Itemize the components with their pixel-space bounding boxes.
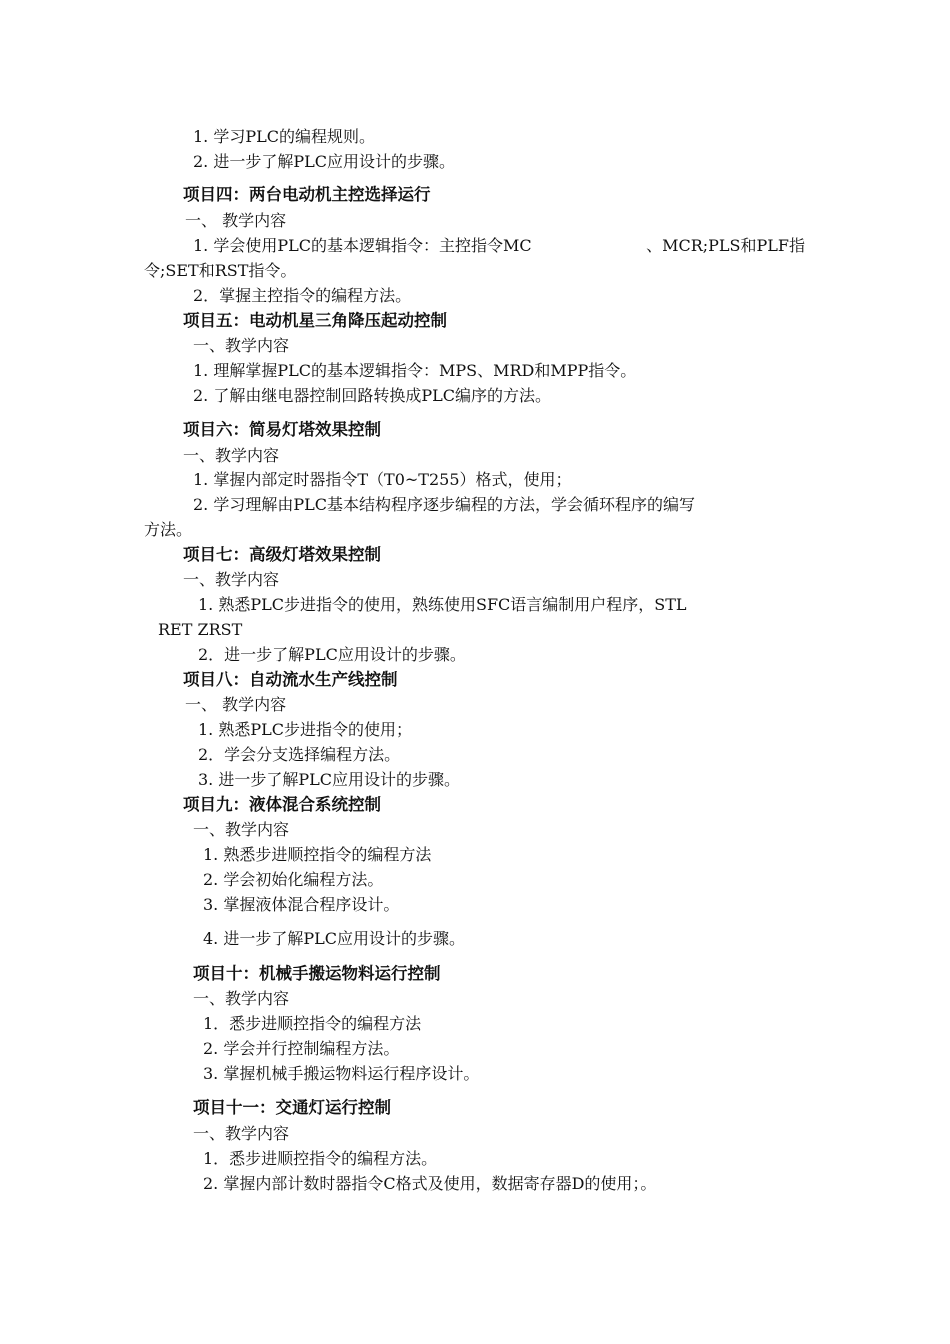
- section-heading-project-8: 项目八：自动流水生产线控制: [183, 670, 398, 689]
- list-item: 1. 熟悉步进顺控指令的编程方法: [203, 845, 432, 864]
- section-heading-project-4: 项目四：两台电动机主控选择运行: [183, 185, 431, 204]
- list-item: [193, 236, 805, 256]
- list-item: 1．悉步进顺控指令的编程方法: [203, 1014, 422, 1033]
- list-item: 2. 了解由继电器控制回路转换成PLC编序的方法。: [193, 386, 551, 405]
- list-item: 2．掌握主控指令的编程方法。: [193, 286, 412, 305]
- list-item: 2. 学会初始化编程方法。: [203, 870, 384, 889]
- list-item: 1．悉步进顺控指令的编程方法。: [203, 1149, 438, 1168]
- subsection-heading: 一、 教学内容: [185, 211, 287, 230]
- subsection-heading: 一、教学内容: [193, 336, 290, 355]
- list-item: 2．学会分支选择编程方法。: [198, 745, 401, 764]
- list-item: 2. 进一步了解PLC应用设计的步骤。: [193, 152, 455, 171]
- list-item: 2. 掌握内部计数时器指令C格式及使用，数据寄存器D的使用；。: [203, 1174, 657, 1193]
- subsection-heading: 一、教学内容: [193, 1124, 290, 1143]
- list-item: 1. 学习PLC的编程规则。: [193, 127, 375, 146]
- list-item-part: 1. 学会使用PLC的基本逻辑指令：主控指令MC: [193, 236, 532, 255]
- list-item: 1. 理解掌握PLC的基本逻辑指令：MPS、MRD和MPP指令。: [193, 361, 637, 380]
- list-item: 3. 进一步了解PLC应用设计的步骤。: [198, 770, 460, 789]
- section-heading-project-11: 项目十一：交通灯运行控制: [193, 1098, 391, 1117]
- section-heading-project-7: 项目七：高级灯塔效果控制: [183, 545, 381, 564]
- list-item: 3. 掌握机械手搬运物料运行程序设计。: [203, 1064, 480, 1083]
- list-item-continuation: 令;SET和RST指令。: [144, 261, 297, 280]
- section-heading-project-6: 项目六：简易灯塔效果控制: [183, 420, 381, 439]
- subsection-heading: 一、教学内容: [193, 989, 290, 1008]
- list-item-continuation: 方法。: [144, 520, 193, 539]
- list-item: 2. 学会并行控制编程方法。: [203, 1039, 400, 1058]
- list-item: 1. 掌握内部定时器指令T（T0~T255）格式，使用；: [193, 470, 572, 489]
- list-item: 2. 学习理解由PLC基本结构程序逐步编程的方法，学会循环程序的编写: [193, 495, 695, 514]
- subsection-heading: 一、教学内容: [183, 570, 280, 589]
- subsection-heading: 一、 教学内容: [185, 695, 287, 714]
- list-item-part: 、MCR;PLS和PLF指: [646, 236, 805, 255]
- section-heading-project-5: 项目五：电动机星三角降压起动控制: [183, 311, 447, 330]
- list-item-continuation: RET ZRST: [158, 620, 243, 639]
- list-item: 1. 熟悉PLC步进指令的使用，熟练使用SFC语言编制用户程序，STL: [198, 595, 687, 614]
- list-item: 2．进一步了解PLC应用设计的步骤。: [198, 645, 466, 664]
- section-heading-project-9: 项目九：液体混合系统控制: [183, 795, 381, 814]
- subsection-heading: 一、教学内容: [183, 446, 280, 465]
- section-heading-project-10: 项目十：机械手搬运物料运行控制: [193, 964, 441, 983]
- list-item: 4. 进一步了解PLC应用设计的步骤。: [203, 929, 465, 948]
- list-item: 3. 掌握液体混合程序设计。: [203, 895, 400, 914]
- subsection-heading: 一、教学内容: [193, 820, 290, 839]
- list-item: 1. 熟悉PLC步进指令的使用；: [198, 720, 412, 739]
